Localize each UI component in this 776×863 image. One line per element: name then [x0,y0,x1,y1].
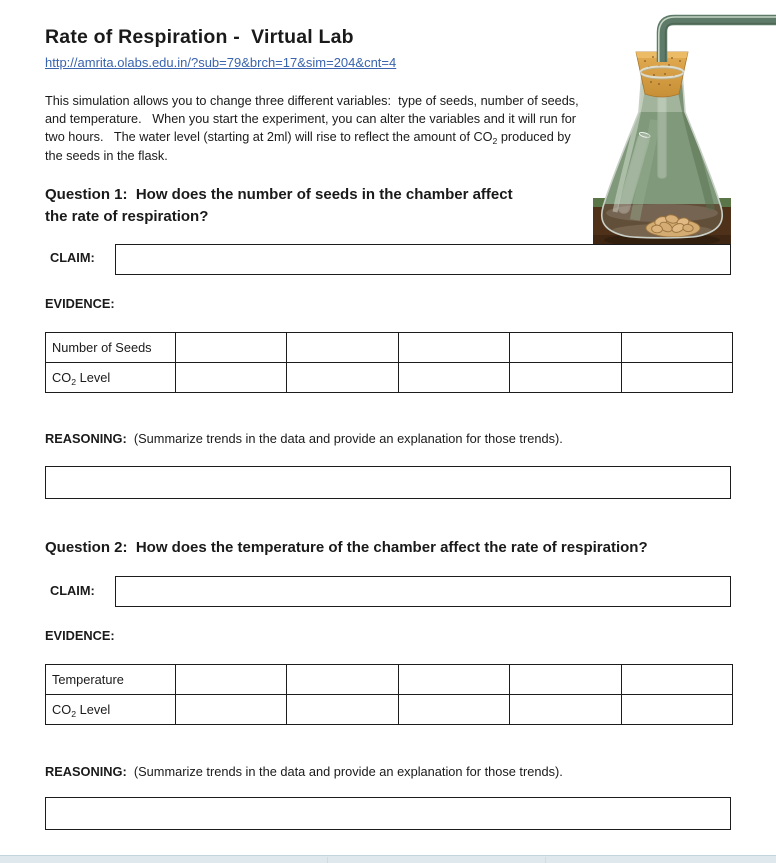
claim-label-q1: CLAIM: [50,250,95,265]
question2-heading: Question 2: How does the temperature of the chamber affect the rate of respiration? [45,539,648,556]
table-cell[interactable] [510,363,621,393]
reasoning-label-q1: REASONING: (Summarize trends in the data and provide an explanation for those trends). [45,431,563,446]
table-cell[interactable] [510,333,621,363]
table-cell[interactable] [176,363,287,393]
co2-subscript: 2 [492,136,498,147]
table-cell[interactable] [510,695,621,725]
table-cell[interactable] [398,333,509,363]
table-cell[interactable] [398,665,509,695]
row-label: $CO_2$ Level [46,695,176,725]
window-bottom-edge [0,855,776,863]
table-row [46,333,733,363]
table-cell[interactable] [287,363,398,393]
row-label: Temperature [46,665,176,695]
row-label: $CO_2$ Level [46,363,176,393]
table-cell[interactable] [176,665,287,695]
table-cell[interactable] [621,695,732,725]
table-cell[interactable] [398,695,509,725]
reasoning-label-q2: REASONING: (Summarize trends in the data and provide an explanation for those trends). [45,764,563,779]
table-cell[interactable] [621,333,732,363]
claim-input-q2[interactable] [115,576,731,607]
reasoning-input-q1[interactable] [45,466,731,499]
table-cell[interactable] [398,363,509,393]
evidence-table-q2 [45,664,733,725]
inner-glass-tube [658,90,666,178]
table-cell[interactable] [287,695,398,725]
claim-input-q1[interactable] [115,244,731,275]
table-cell[interactable] [621,363,732,393]
table-cell[interactable] [287,665,398,695]
table-cell[interactable] [176,695,287,725]
table-row [46,695,733,725]
evidence-label-q1: EVIDENCE: [45,296,115,311]
reasoning-input-q2[interactable] [45,797,731,830]
page-title: Rate of Respiration - Virtual Lab [45,26,354,48]
question1-heading: Question 1: How does the number of seeds in the chamber affect the rate of respiration? [45,186,513,225]
table-cell[interactable] [287,333,398,363]
row-label: Number of Seeds [46,333,176,363]
intro-paragraph: This simulation allows you to change three different variables: type of seeds, number of seeds, and temperature. When you start the experiment, you can alter the variables and it will run for two hours. The water level (starting at 2ml) will rise to reflect the amount of $CO_2$ produced by the seeds in the flask. [45,94,583,163]
table-cell[interactable] [510,665,621,695]
table-cell[interactable] [621,665,732,695]
evidence-label-q2: EVIDENCE: [45,628,115,643]
table-row [46,665,733,695]
table-row [46,363,733,393]
simulation-link[interactable]: http://amrita.olabs.edu.in/?sub=79&brch=17&sim=204&cnt=4 [45,55,397,70]
evidence-table-q1 [45,332,733,393]
claim-label-q2: CLAIM: [50,583,95,598]
table-cell[interactable] [176,333,287,363]
